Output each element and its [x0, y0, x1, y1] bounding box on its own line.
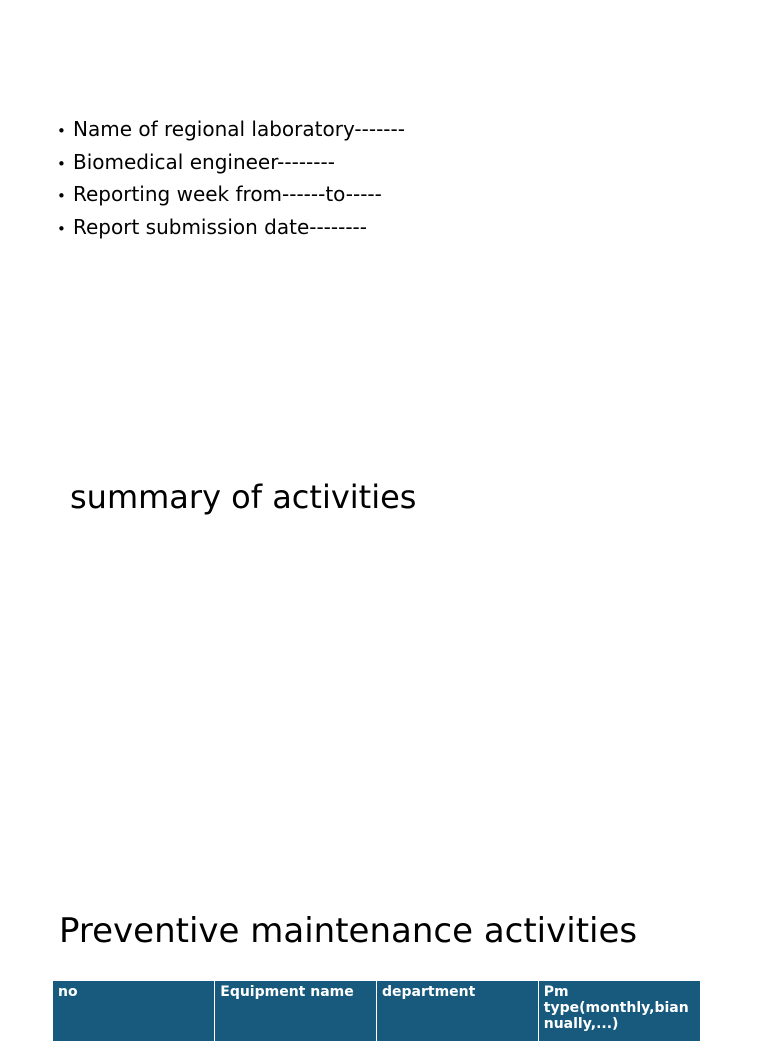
summary-title: summary of activities	[70, 478, 417, 516]
header-fields-list	[57, 115, 405, 245]
bullet-icon: •	[57, 219, 66, 238]
header-field-reporting-week	[57, 180, 405, 213]
table-header-row	[53, 981, 700, 1041]
header-field-engineer	[57, 148, 405, 181]
header-field-label: Reporting week from------to-----	[73, 182, 382, 206]
header-field-submission-date	[57, 213, 405, 246]
column-header-pm-type: Pm type(monthly,biannually,...)	[538, 981, 700, 1041]
bullet-icon: •	[57, 187, 66, 205]
preventive-maintenance-title: Preventive maintenance activities	[59, 911, 638, 951]
preventive-maintenance-table	[53, 981, 700, 1041]
column-header-department: department	[377, 981, 539, 1041]
bullet-icon: •	[57, 122, 66, 140]
column-header-no: no	[53, 981, 215, 1041]
header-field-lab	[57, 115, 405, 148]
bullet-icon: •	[57, 154, 66, 173]
header-field-label: Name of regional laboratory-------	[73, 117, 405, 141]
header-field-label: Biomedical engineer--------	[73, 149, 335, 174]
header-field-label: Report submission date--------	[73, 214, 367, 239]
column-header-equipment-name: Equipment name	[215, 981, 377, 1041]
